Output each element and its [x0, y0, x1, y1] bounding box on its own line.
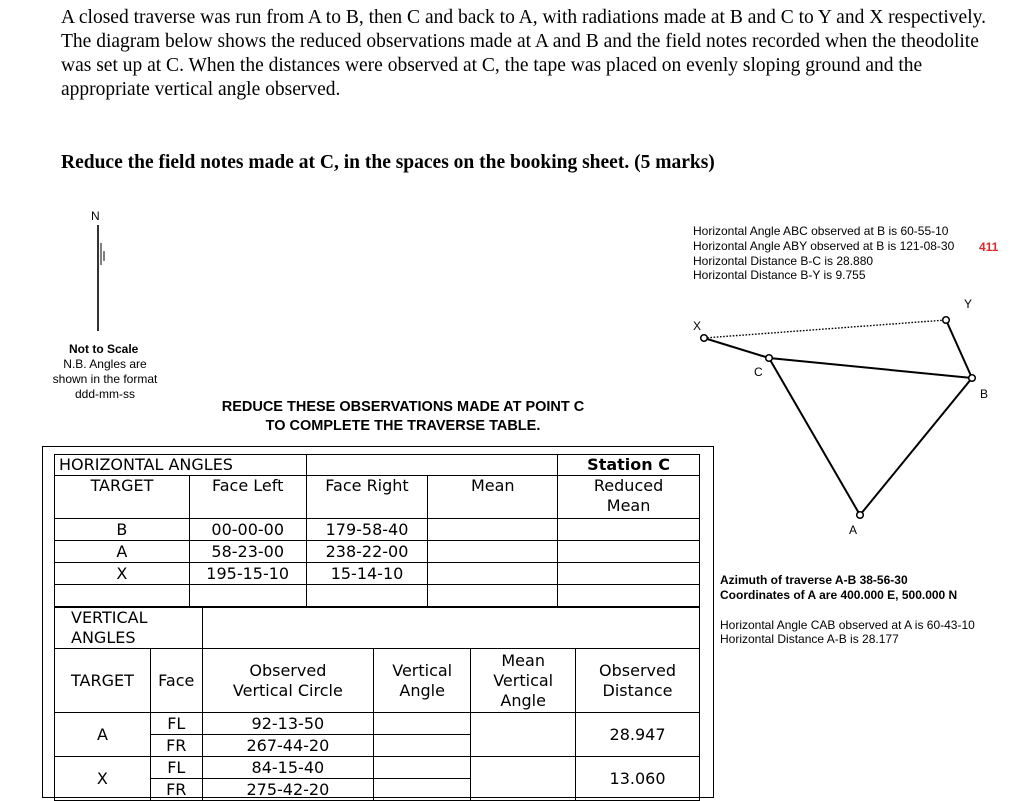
horizontal-angles-title: HORIZONTAL ANGLES [55, 455, 307, 476]
observed-cell: 275-42-20 [202, 779, 373, 801]
line-c-b [769, 358, 972, 378]
target-cell: X [55, 563, 190, 585]
vertical-angle-input-cell[interactable] [374, 779, 471, 801]
b-note: Horizontal Distance B-Y is 9.755 [693, 268, 866, 283]
col-observed-vertical-circle [202, 649, 373, 713]
observed-cell: 92-13-50 [202, 713, 373, 735]
label-b: B [980, 387, 989, 401]
angle-cab-note: Horizontal Angle CAB observed at A is 60-43-10 [720, 618, 975, 632]
title-blank [306, 455, 558, 476]
face-right-cell: 238-22-00 [306, 541, 428, 563]
reduced-mean-input-cell[interactable] [558, 519, 700, 541]
format-note-line: ddd-mm-ss [74, 386, 135, 401]
table-row [55, 585, 700, 607]
blank-cell [428, 585, 558, 607]
table-row [55, 563, 700, 585]
target-cell: A [55, 541, 190, 563]
target-cell: A [55, 713, 151, 757]
col-dist-line: Distance [602, 680, 673, 700]
col-face-left: Face Left [189, 476, 306, 519]
table-row [55, 713, 700, 735]
table-row [55, 519, 700, 541]
col-mean-line: Angle [500, 690, 546, 710]
intro-line-1: A closed traverse was run from A to B, then C and back to A, with radiations made at B and C to Y and X respectively. [61, 7, 986, 28]
station-c-marker [766, 355, 773, 362]
mean-input-cell[interactable] [428, 519, 558, 541]
table-row [55, 541, 700, 563]
col-observed-line: Vertical Circle [232, 680, 343, 700]
face-right-cell: 179-58-40 [306, 519, 428, 541]
b-note: Horizontal Distance B-C is 28.880 [693, 253, 874, 268]
col-vertical-angle [374, 649, 471, 713]
line-c-a [769, 358, 860, 515]
station-y-marker [943, 317, 950, 324]
col-observed-line: Observed [249, 660, 327, 680]
face-right-cell: 15-14-10 [306, 563, 428, 585]
col-dist-line: Observed [599, 660, 676, 680]
label-y: Y [964, 297, 973, 311]
col-face-right: Face Right [306, 476, 428, 519]
azimuth-note: Azimuth of traverse A-B 38-56-30 [720, 573, 908, 587]
blank-cell [558, 585, 700, 607]
title-blank [202, 608, 699, 649]
col-mean-vertical-angle [471, 649, 576, 713]
face-cell: FL [150, 713, 202, 735]
reduced-mean-input-cell[interactable] [558, 541, 700, 563]
format-note-line: shown in the format [52, 371, 158, 386]
mean-vertical-angle-input-cell[interactable] [471, 713, 576, 757]
station-x-marker [701, 335, 708, 342]
face-cell: FR [150, 779, 202, 801]
horizontal-angles-table [54, 454, 700, 607]
line-a-b [860, 378, 972, 515]
col-reduced-line: Mean [606, 496, 651, 515]
line-x-c [704, 338, 769, 358]
reduce-title-line: TO COMPLETE THE TRAVERSE TABLE. [265, 418, 541, 434]
label-x: X [693, 319, 702, 333]
mean-input-cell[interactable] [428, 563, 558, 585]
b-note: Horizontal Angle ABY observed at B is 121-08-30 [693, 238, 955, 253]
face-cell: FL [150, 757, 202, 779]
blank-cell [306, 585, 428, 607]
format-note-line: N.B. Angles are [63, 357, 147, 371]
traverse-diagram [690, 290, 1010, 550]
format-note [46, 357, 164, 401]
blank-cell [189, 585, 306, 607]
not-to-scale: Not to Scale [69, 342, 139, 356]
station-b-marker [969, 375, 976, 382]
face-cell: FR [150, 735, 202, 757]
b-notes [693, 224, 954, 283]
distance-cell: 13.060 [576, 757, 700, 801]
b-note: Horizontal Angle ABC observed at B is 60-55-10 [693, 224, 949, 238]
intro-line-2: The diagram below shows the reduced observations made at A and B and the field notes recorded when the theodolite was set up at C. When the distances were observed at C, the tape was placed on evenly sloping ground and the appropriate vertical angle observed. [61, 31, 979, 100]
col-mean-line: Mean [501, 650, 545, 670]
face-left-cell: 00-00-00 [189, 519, 306, 541]
col-mean: Mean [428, 476, 558, 519]
mean-input-cell[interactable] [428, 541, 558, 563]
col-target: TARGET [55, 649, 151, 713]
target-cell: X [55, 757, 151, 801]
distance-ab-note: Horizontal Distance A-B is 28.177 [720, 632, 899, 646]
vertical-angles-table [54, 607, 700, 801]
table-row [55, 757, 700, 779]
north-label: N [91, 209, 100, 223]
vertical-angle-input-cell[interactable] [374, 735, 471, 757]
instruction-heading: Reduce the field notes made at C, in the spaces on the booking sheet. (5 marks) [61, 152, 715, 173]
radiation-line-x-y [704, 320, 946, 338]
col-reduced-mean [558, 476, 700, 519]
vertical-angle-input-cell[interactable] [374, 713, 471, 735]
col-target: TARGET [55, 476, 190, 519]
reduce-title [190, 398, 616, 436]
mean-vertical-angle-input-cell[interactable] [471, 757, 576, 801]
face-left-cell: 195-15-10 [189, 563, 306, 585]
col-reduced-line: Reduced [593, 476, 664, 495]
coords-note: Coordinates of A are 400.000 E, 500.000 N [720, 588, 958, 602]
blank-cell [55, 585, 190, 607]
label-c: C [754, 365, 763, 379]
station-label: Station C [558, 455, 700, 476]
vertical-angle-input-cell[interactable] [374, 757, 471, 779]
distance-cell: 28.947 [576, 713, 700, 757]
station-a-marker [857, 512, 864, 519]
line-y-b [946, 320, 972, 378]
col-va-line: Vertical [392, 660, 453, 680]
intro-text [61, 6, 991, 102]
observed-cell: 84-15-40 [202, 757, 373, 779]
face-left-cell: 58-23-00 [189, 541, 306, 563]
label-a: A [849, 523, 858, 537]
vertical-angles-title: VERTICAL ANGLES [55, 608, 203, 649]
col-va-line: Angle [399, 680, 445, 700]
reduced-mean-input-cell[interactable] [558, 563, 700, 585]
page-number: 411 [979, 240, 999, 254]
col-observed-distance [576, 649, 700, 713]
col-mean-line: Vertical [493, 670, 554, 690]
target-cell: B [55, 519, 190, 541]
north-arrow-icon [90, 225, 110, 335]
reduce-title-line: REDUCE THESE OBSERVATIONS MADE AT POINT C [221, 399, 585, 415]
observed-cell: 267-44-20 [202, 735, 373, 757]
col-face: Face [150, 649, 202, 713]
